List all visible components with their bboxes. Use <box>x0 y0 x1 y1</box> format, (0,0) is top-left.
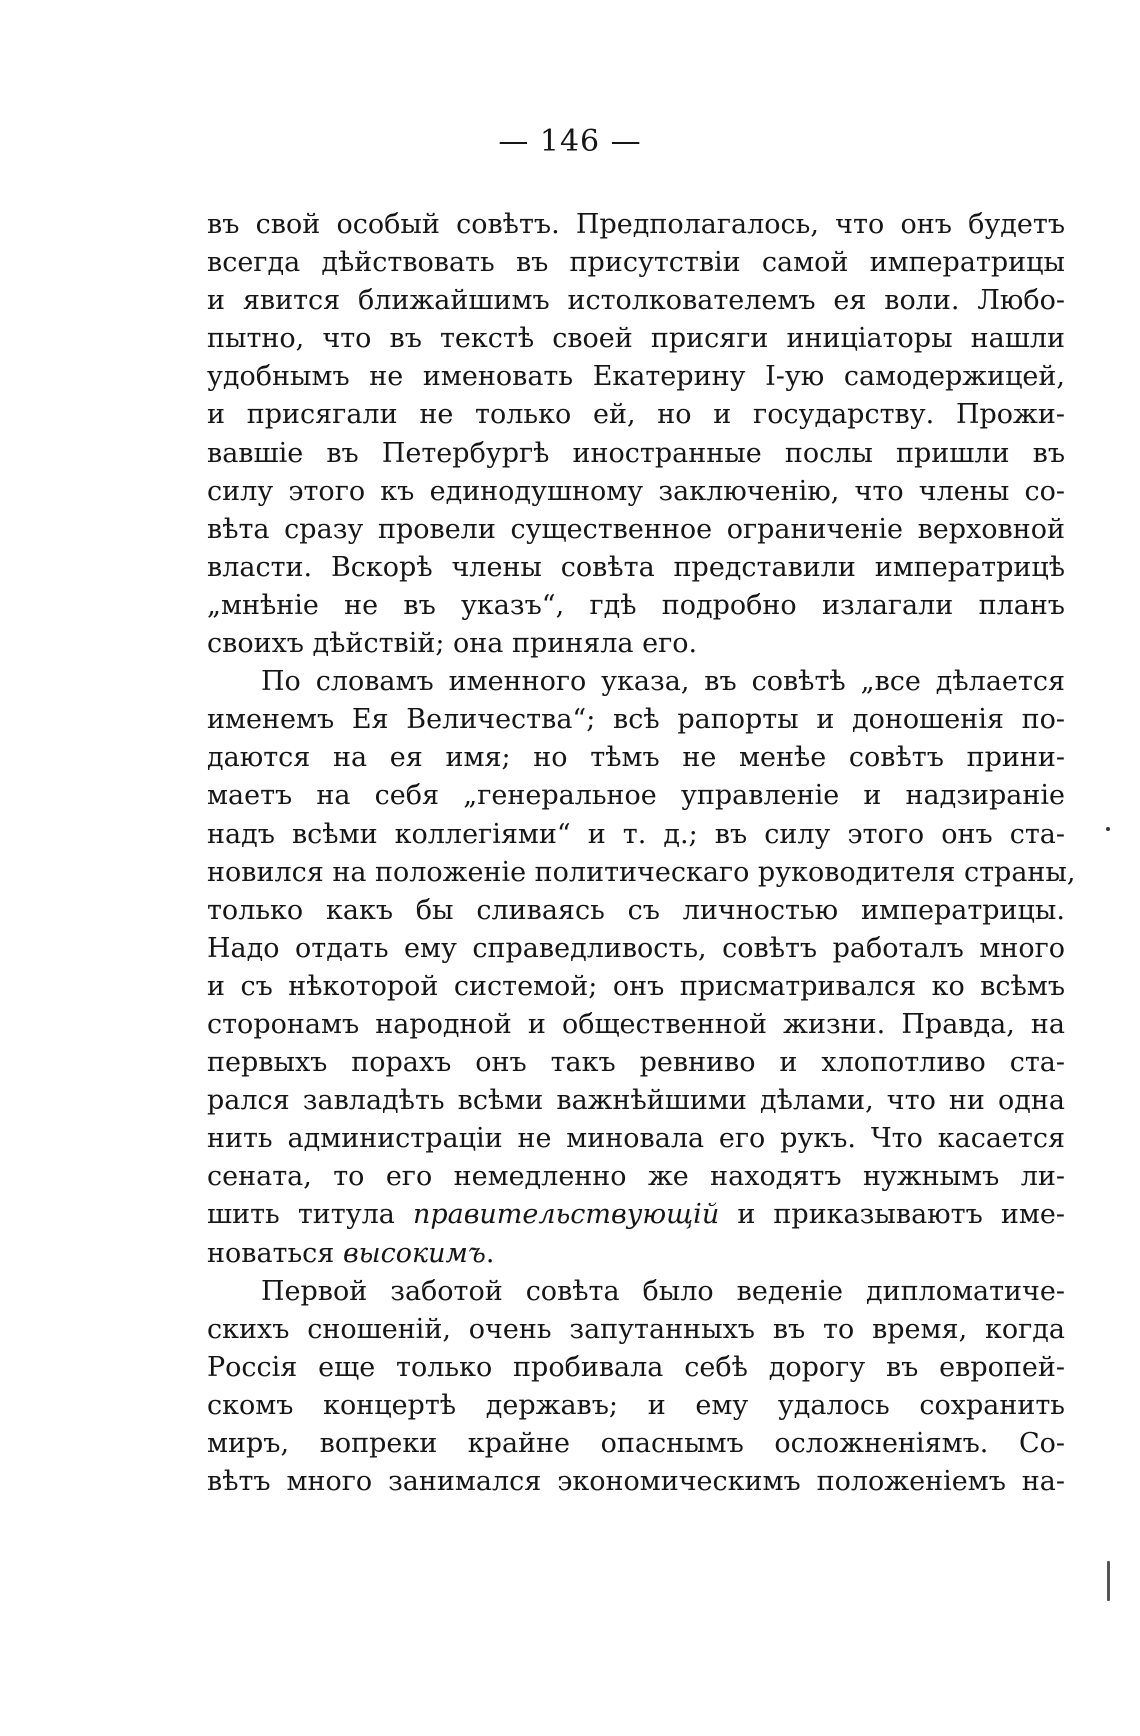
text-line: новился на положеніе политическаго руководителя страны, <box>207 856 1076 888</box>
text-run: новаться <box>207 1237 343 1269</box>
text-line: всегда дѣйствовать въ присутствіи самой императрицы <box>207 247 1065 279</box>
text-line: въ свой особый совѣтъ. Предполагалось, что онъ будетъ <box>207 209 1065 240</box>
text-line: и присягали не только ей, но и государству. Прожи- <box>207 399 1065 431</box>
text-line: надъ всѣми коллегіями“ и т. д.; въ силу этого онъ ста- <box>207 818 1065 850</box>
text-line: миръ, вопреки крайне опаснымъ осложненіямъ. Со- <box>207 1428 1065 1459</box>
italic-term: правительствующій <box>412 1199 720 1231</box>
text-line: Первой заботой совѣта было веденіе дипломатиче- <box>261 1275 1065 1307</box>
text-line: удобнымъ не именовать Екатерину І-ую самодержицей, <box>207 361 1065 393</box>
text-line <box>207 1235 1065 1273</box>
text-line: силу этого къ единодушному заключенію, что члены со- <box>207 475 1065 507</box>
text-line: даются на ея имя; но тѣмъ не менѣе совѣтъ прини- <box>207 742 1065 774</box>
body-text <box>207 206 1076 1501</box>
text-line: первыхъ порахъ онъ такъ ревниво и хлопотливо ста- <box>207 1047 1065 1079</box>
text-line <box>207 1196 1065 1234</box>
text-line: вѣта сразу провели существенное ограниченіе верховной <box>207 513 1065 545</box>
text-line: власти. Вскорѣ члены совѣта представили императрицѣ <box>207 551 1065 583</box>
text-line: только какъ бы сливаясь съ личностью императрицы. <box>207 894 1065 926</box>
text-line: сторонамъ народной и общественной жизни. Правда, на <box>207 1008 1065 1040</box>
scan-mark <box>1107 1561 1110 1601</box>
text-line: пытно, что въ текстѣ своей присяги иниціаторы нашли <box>207 323 1065 355</box>
paragraph-3 <box>207 1273 1065 1502</box>
text-run: и приказываютъ име- <box>719 1199 1065 1231</box>
text-line: По словамъ именного указа, въ совѣтѣ „все дѣлается <box>261 666 1065 698</box>
paragraph-1 <box>207 206 1065 663</box>
text-line: скихъ сношеній, очень запутанныхъ въ то время, когда <box>207 1313 1065 1345</box>
text-line: вѣтъ много занимался экономическимъ положеніемъ на- <box>207 1466 1065 1498</box>
italic-term: высокимъ <box>342 1237 486 1269</box>
text-line: именемъ Ея Величества“; всѣ рапорты и доношенія по- <box>207 704 1065 736</box>
text-line: „мнѣніе не въ указъ“, гдѣ подробно излагали планъ <box>207 589 1065 621</box>
text-line: скомъ концертѣ державъ; и ему удалось сохранить <box>207 1389 1065 1421</box>
text-line: вавшіе въ Петербургѣ иностранные послы пришли въ <box>207 437 1065 469</box>
page-number: — 146 — <box>498 124 642 159</box>
text-line: нить администраціи не миновала его рукъ. Что касается <box>207 1123 1065 1155</box>
scan-speck <box>1106 827 1110 831</box>
text-line: Россія еще только пробивала себѣ дорогу въ европей- <box>207 1351 1065 1383</box>
text-run: шить титула <box>207 1199 413 1231</box>
text-run: . <box>485 1237 495 1269</box>
text-line: рался завладѣть всѣми важнѣйшими дѣлами, что ни одна <box>207 1085 1065 1117</box>
text-line: сената, то его немедленно же находятъ нужнымъ ли- <box>207 1161 1065 1193</box>
text-line: и съ нѣкоторой системой; онъ присматривался ко всѣмъ <box>207 970 1065 1002</box>
text-line: маетъ на себя „генеральное управленіе и надзираніе <box>207 780 1065 812</box>
text-line: Надо отдать ему справедливость, совѣтъ работалъ много <box>207 932 1065 964</box>
paragraph-2 <box>207 663 1076 1273</box>
text-line: и явится ближайшимъ истолкователемъ ея воли. Любо- <box>207 285 1065 317</box>
text-line: своихъ дѣйствій; она приняла его. <box>207 628 698 660</box>
